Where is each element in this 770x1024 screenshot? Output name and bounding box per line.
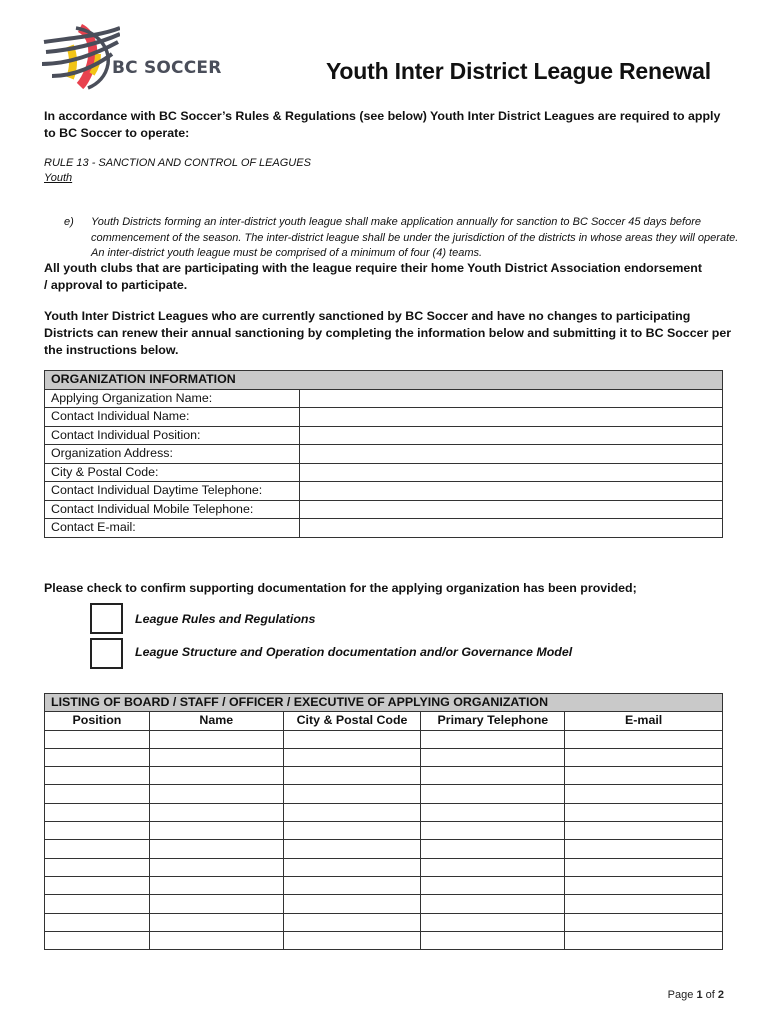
organization-field-row [45,519,723,538]
cell-primary-telephone-input[interactable] [421,913,565,931]
organization-info-table [44,370,723,538]
rule-subtitle: Youth [44,172,73,184]
cell-primary-telephone-input[interactable] [421,748,565,766]
cell-name-input[interactable] [149,931,283,949]
page-title: Youth Inter District League Renewal [326,58,711,84]
cell-name-input[interactable] [149,785,283,803]
cell-primary-telephone-input[interactable] [421,767,565,785]
organization-field-input[interactable] [300,463,723,482]
cell-name-input[interactable] [149,895,283,913]
cell-email-input[interactable] [565,785,723,803]
cell-city-postal-input[interactable] [283,931,421,949]
cell-city-postal-input[interactable] [283,785,421,803]
cell-name-input[interactable] [149,767,283,785]
organization-field-input[interactable] [300,445,723,464]
board-listing-row [45,913,723,931]
organization-field-label: Contact Individual Position: [45,426,300,445]
cell-email-input[interactable] [565,913,723,931]
cell-email-input[interactable] [565,767,723,785]
board-listing-table [44,693,723,950]
cell-name-input[interactable] [149,803,283,821]
page-total: 2 [717,989,724,1001]
cell-primary-telephone-input[interactable] [421,822,565,840]
organization-info-heading: ORGANIZATION INFORMATION [45,371,723,390]
column-header-email: E-mail [565,712,723,730]
cell-primary-telephone-input[interactable] [421,803,565,821]
league-rules-label: League Rules and Regulations [135,612,316,626]
board-listing-row [45,895,723,913]
organization-field-row [45,389,723,408]
board-listing-heading: LISTING OF BOARD / STAFF / OFFICER / EXECUTIVE OF APPLYING ORGANIZATION [45,694,723,712]
board-listing-row [45,748,723,766]
cell-position-input[interactable] [45,785,150,803]
league-structure-checkbox[interactable] [90,638,123,669]
cell-email-input[interactable] [565,840,723,858]
rule-title: RULE 13 - SANCTION AND CONTROL OF LEAGUES [44,157,311,169]
cell-city-postal-input[interactable] [283,913,421,931]
cell-city-postal-input[interactable] [283,876,421,894]
cell-email-input[interactable] [565,931,723,949]
organization-field-row [45,482,723,501]
cell-email-input[interactable] [565,730,723,748]
cell-name-input[interactable] [149,840,283,858]
cell-position-input[interactable] [45,931,150,949]
cell-email-input[interactable] [565,876,723,894]
organization-field-row [45,408,723,427]
board-listing-row [45,730,723,748]
organization-field-input[interactable] [300,519,723,538]
column-header-primary-telephone: Primary Telephone [421,712,565,730]
rule-item [64,215,744,262]
league-rules-checkbox[interactable] [90,603,123,634]
organization-field-label: Contact E-mail: [45,519,300,538]
cell-city-postal-input[interactable] [283,803,421,821]
cell-position-input[interactable] [45,876,150,894]
board-listing-row [45,803,723,821]
cell-position-input[interactable] [45,822,150,840]
cell-primary-telephone-input[interactable] [421,895,565,913]
cell-city-postal-input[interactable] [283,767,421,785]
cell-email-input[interactable] [565,895,723,913]
rule-item-label: e) [64,216,74,228]
documentation-question: Please check to confirm supporting documentation for the applying organization has been provided; [44,581,637,595]
cell-primary-telephone-input[interactable] [421,840,565,858]
organization-field-label: Contact Individual Mobile Telephone: [45,500,300,519]
page-of: of [705,989,715,1001]
cell-primary-telephone-input[interactable] [421,730,565,748]
cell-city-postal-input[interactable] [283,748,421,766]
cell-name-input[interactable] [149,858,283,876]
column-header-name: Name [149,712,283,730]
organization-field-input[interactable] [300,500,723,519]
cell-email-input[interactable] [565,822,723,840]
board-listing-row [45,876,723,894]
board-listing-row [45,767,723,785]
rule-heading [44,156,311,186]
organization-field-row [45,426,723,445]
cell-primary-telephone-input[interactable] [421,858,565,876]
column-header-city-postal: City & Postal Code [283,712,421,730]
cell-position-input[interactable] [45,803,150,821]
cell-city-postal-input[interactable] [283,858,421,876]
cell-position-input[interactable] [45,858,150,876]
cell-position-input[interactable] [45,840,150,858]
board-listing-row [45,931,723,949]
cell-primary-telephone-input[interactable] [421,785,565,803]
bc-soccer-logo [40,24,250,90]
organization-field-label: Contact Individual Name: [45,408,300,427]
cell-name-input[interactable] [149,822,283,840]
cell-city-postal-input[interactable] [283,822,421,840]
renewal-paragraph: Youth Inter District Leagues who are currently sanctioned by BC Soccer and have no changes to participating Districts can renew their annual sanctioning by completing the information below and submitting it to BC Soccer per the instructions below. [44,309,732,357]
cell-name-input[interactable] [149,730,283,748]
rule-item-text: Youth Districts forming an inter-district youth league shall make application annually for sanction to BC Soccer 45 days before commencement of the season. The inter-district league shall be under the jurisdiction of the districts in whose areas they will operate. An inter-district youth league must be comprised of a minimum of four (4) teams. [91,216,739,259]
board-listing-row [45,822,723,840]
cell-position-input[interactable] [45,730,150,748]
organization-field-input[interactable] [300,426,723,445]
organization-field-input[interactable] [300,408,723,427]
endorsement-paragraph: All youth clubs that are participating with the league require their home Youth District Association endorsement / approval to participate. [44,261,702,292]
organization-field-label: Organization Address: [45,445,300,464]
board-listing-row [45,840,723,858]
column-header-position: Position [45,712,150,730]
board-listing-row [45,858,723,876]
page-current: 1 [696,989,703,1001]
board-listing-row [45,785,723,803]
organization-field-label: Contact Individual Daytime Telephone: [45,482,300,501]
cell-name-input[interactable] [149,876,283,894]
cell-email-input[interactable] [565,858,723,876]
organization-field-input[interactable] [300,389,723,408]
cell-position-input[interactable] [45,767,150,785]
organization-field-row [45,445,723,464]
league-structure-label: League Structure and Operation documentation and/or Governance Model [135,645,573,659]
organization-field-label: City & Postal Code: [45,463,300,482]
organization-field-row [45,500,723,519]
organization-field-input[interactable] [300,482,723,501]
cell-position-input[interactable] [45,748,150,766]
cell-primary-telephone-input[interactable] [421,876,565,894]
page-number [668,989,724,1001]
cell-position-input[interactable] [45,913,150,931]
cell-city-postal-input[interactable] [283,840,421,858]
soccer-ball-icon [40,24,120,90]
intro-paragraph: In accordance with BC Soccer’s Rules & Regulations (see below) Youth Inter District Leagues are required to apply to BC Soccer to operate: [44,109,721,140]
cell-city-postal-input[interactable] [283,730,421,748]
logo-text: BC SOCCER [112,58,222,78]
cell-city-postal-input[interactable] [283,895,421,913]
organization-field-row [45,463,723,482]
cell-email-input[interactable] [565,803,723,821]
cell-email-input[interactable] [565,748,723,766]
cell-position-input[interactable] [45,895,150,913]
page-prefix: Page [667,989,694,1001]
cell-name-input[interactable] [149,913,283,931]
cell-primary-telephone-input[interactable] [421,931,565,949]
cell-name-input[interactable] [149,748,283,766]
organization-field-label: Applying Organization Name: [45,389,300,408]
